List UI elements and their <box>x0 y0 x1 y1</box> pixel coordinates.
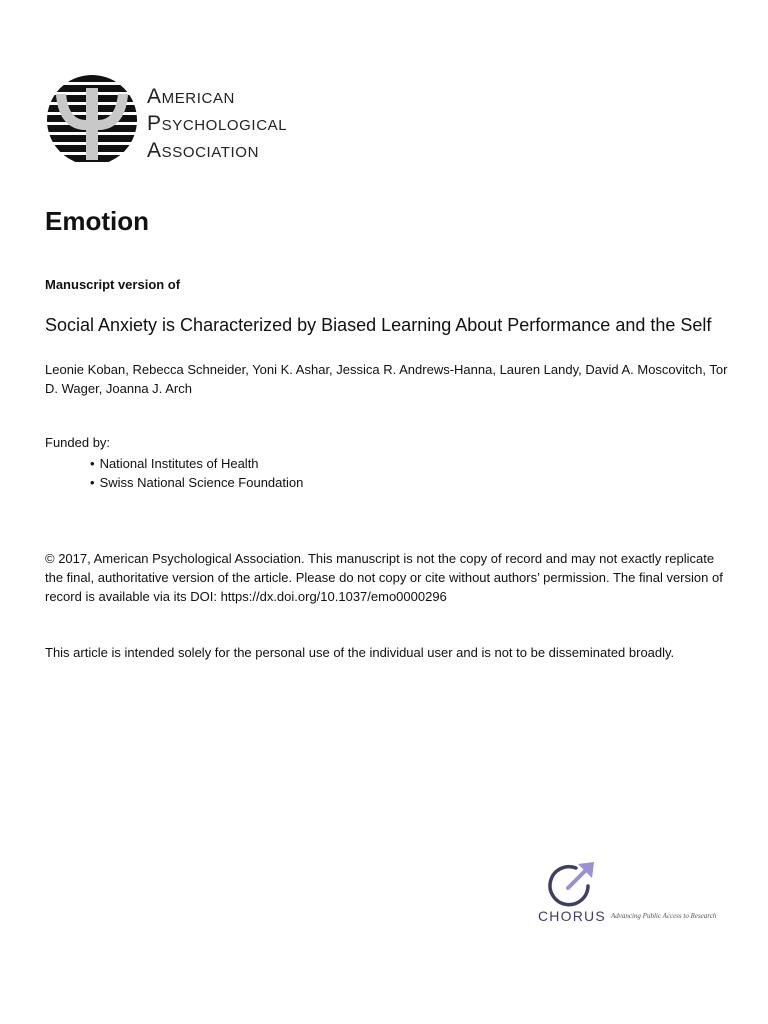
apa-wordmark <box>147 83 307 164</box>
apa-name-line-2: Psychological <box>147 112 288 135</box>
article-title: Social Anxiety is Characterized by Biased Learning About Performance and the Self <box>45 315 712 335</box>
apa-psi-seal-icon <box>46 72 138 168</box>
usage-notice: This article is intended solely for the personal use of the individual user and is not to be disseminated broadly. <box>45 645 675 660</box>
funding-list <box>90 454 303 492</box>
chorus-tagline: Advancing Public Access to Research <box>611 912 717 920</box>
apa-logo <box>46 72 306 168</box>
chorus-logo <box>536 860 726 926</box>
journal-title: Emotion <box>45 206 149 236</box>
funding-source: • Swiss National Science Foundation <box>90 473 303 492</box>
manuscript-label: Manuscript version of <box>45 277 181 292</box>
chorus-wordmark: CHORUS <box>538 908 606 924</box>
funding-label: Funded by: <box>45 435 111 450</box>
copyright-notice: © 2017, American Psychological Association. This manuscript is not the copy of record and may not exactly replicate the final, authoritative version of the article. Please do not copy or cite without authors’ permission. The final version of record is available via its DOI: https://dx.doi.org/10.1037/emo0000296 <box>45 551 723 604</box>
author-list: Leonie Koban, Rebecca Schneider, Yoni K. Ashar, Jessica R. Andrews-Hanna, Lauren Landy, David A. Moscovitch, Tor D. Wager, Joanna J. Arch <box>45 362 728 396</box>
funding-source: • National Institutes of Health <box>90 454 303 473</box>
apa-name-line-3: Association <box>147 139 260 162</box>
apa-name-line-1: American <box>147 85 235 108</box>
chorus-arrow-circle-icon <box>546 860 596 910</box>
